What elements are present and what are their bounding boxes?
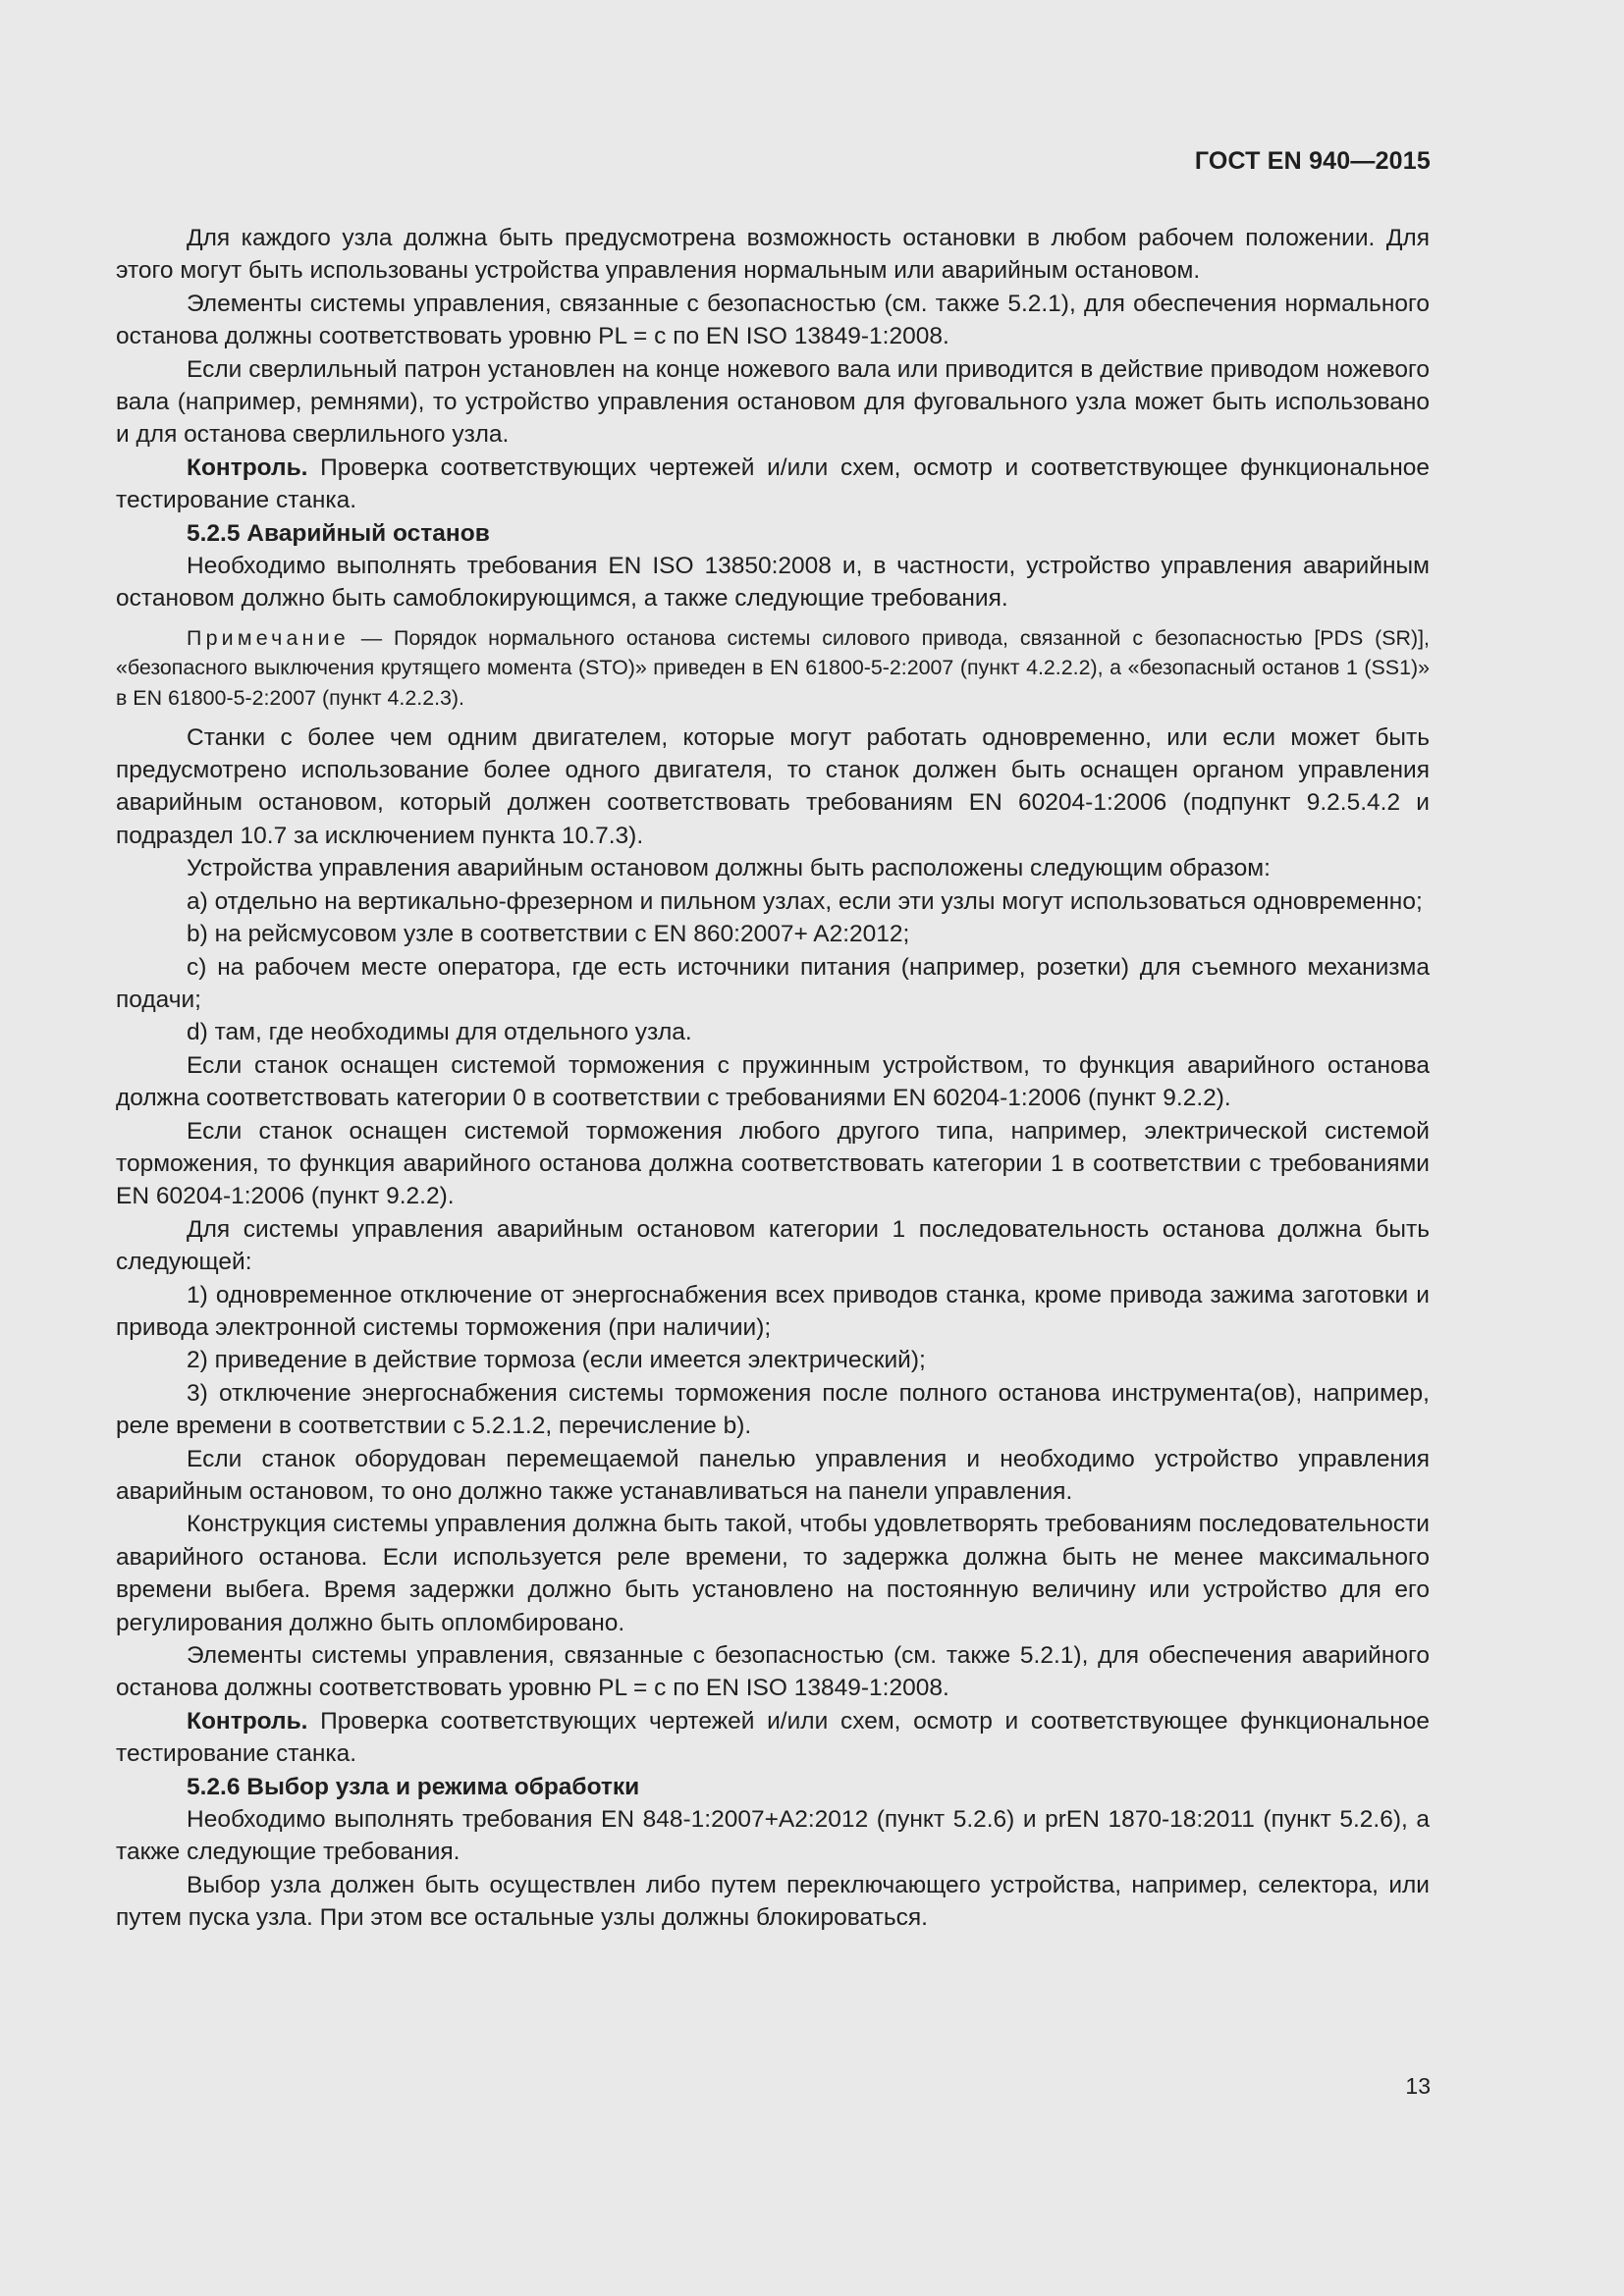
paragraph: Для системы управления аварийным остановом категории 1 последовательность останова должна быть следующей:	[116, 1215, 1430, 1276]
control-text: Проверка соответствующих чертежей и/или схем, осмотр и соответствующее функциональное тестирование станка.	[116, 1707, 1430, 1768]
list-item: 3) отключение энергоснабжения системы торможения после полного останова инструмента(ов), например, реле времени в соответствии с 5.2.1.2, перечисление b).	[116, 1379, 1430, 1440]
control-label: Контроль.	[187, 454, 308, 481]
paragraph: Устройства управления аварийным остановом должны быть расположены следующим образом:	[187, 855, 1271, 882]
document-body	[116, 222, 1430, 1935]
paragraph: Для каждого узла должна быть предусмотрена возможность остановки в любом рабочем положении. Для этого могут быть использованы устройства управления нормальным или аварийным остановом.	[116, 225, 1430, 285]
paragraph: Конструкция системы управления должна быть такой, чтобы удовлетворять требованиям последовательности аварийного останова. Если используется реле времени, то задержка должна быть не менее максимального времени выбега. Время задержки должно быть установлено на постоянную величину или устройство для его регулирования должно быть опломбировано.	[116, 1511, 1430, 1636]
note-label: Примечание	[187, 625, 350, 650]
paragraph: Если сверлильный патрон установлен на конце ножевого вала или приводится в действие приводом ножевого вала (например, ремнями), то устройство управления остановом для фуговального узла может быть использовано и для останова сверлильного узла.	[116, 355, 1430, 449]
list-item: d) там, где необходимы для отдельного узла.	[187, 1019, 692, 1046]
control-paragraph	[116, 1705, 1430, 1771]
control-label: Контроль.	[187, 1707, 308, 1735]
paragraph: Выбор узла должен быть осуществлен либо путем переключающего устройства, например, селектора, или путем пуска узла. При этом все остальные узлы должны блокироваться.	[116, 1871, 1430, 1932]
paragraph: Станки с более чем одним двигателем, которые могут работать одновременно, или если может быть предусмотрено использование более одного двигателя, то станок должен быть оснащен органом управления аварийным остановом, который должен соответствовать требованиям EN 60204-1:2006 (подпункт 9.2.5.4.2 и подраздел 10.7 за исключением пункта 10.7.3).	[116, 723, 1430, 849]
control-text: Проверка соответствующих чертежей и/или схем, осмотр и соответствующее функциональное тестирование станка.	[116, 454, 1430, 514]
paragraph: Если станок оборудован перемещаемой панелью управления и необходимо устройство управления аварийным остановом, то оно должно также устанавливаться на панели управления.	[116, 1445, 1430, 1505]
list-item: 1) одновременное отключение от энергоснабжения всех приводов станка, кроме привода зажима заготовки и привода электронной системы торможения (при наличии);	[116, 1281, 1430, 1341]
document-header-id: ГОСТ EN 940—2015	[1194, 147, 1431, 175]
paragraph: Элементы системы управления, связанные с безопасностью (см. также 5.2.1), для обеспечения аварийного останова должны соответствовать уровню PL = c по EN ISO 13849-1:2008.	[116, 1642, 1430, 1702]
note-paragraph	[116, 623, 1430, 714]
list-item: 2) приведение в действие тормоза (если имеется электрический);	[187, 1347, 926, 1374]
list-item: c) на рабочем месте оператора, где есть источники питания (например, розетки) для съемного механизма подачи;	[116, 953, 1430, 1013]
paragraph: Если станок оснащен системой торможения любого другого типа, например, электрической системой торможения, то функция аварийного останова должна соответствовать категории 1 в соответствии с требованиями EN 60204-1:2006 (пункт 9.2.2).	[116, 1117, 1430, 1210]
note-text: — Порядок нормального останова системы силового привода, связанной с безопасностью [PDS (SR)], «безопасного выключения крутящего момента (STO)» приведен в EN 61800-5-2:2007 (пункт 4.2.2.2), а «безопасный останов 1 (SS1)» в EN 61800-5-2:2007 (пункт 4.2.2.3).	[116, 625, 1430, 711]
page-number: 13	[1405, 2073, 1431, 2099]
list-item: a) отдельно на вертикально-фрезерном и пильном узлах, если эти узлы могут использоваться одновременно;	[187, 887, 1423, 915]
paragraph: Элементы системы управления, связанные с безопасностью (см. также 5.2.1), для обеспечения нормального останова должны соответствовать уровню PL = c по EN ISO 13849-1:2008.	[116, 290, 1430, 350]
list-item: b) на рейсмусовом узле в соответствии с EN 860:2007+ A2:2012;	[187, 921, 910, 948]
control-paragraph	[116, 452, 1430, 517]
paragraph: Если станок оснащен системой торможения с пружинным устройством, то функция аварийного останова должна соответствовать категории 0 в соответствии с требованиями EN 60204-1:2006 (пункт 9.2.2).	[116, 1051, 1430, 1112]
section-heading-5-2-6: 5.2.6 Выбор узла и режима обработки	[187, 1773, 640, 1800]
section-heading-5-2-5: 5.2.5 Аварийный останов	[187, 519, 490, 547]
paragraph: Необходимо выполнять требования EN ISO 13850:2008 и, в частности, устройство управления аварийным остановом должно быть самоблокирующимся, а также следующие требования.	[116, 553, 1430, 613]
paragraph: Необходимо выполнять требования EN 848-1:2007+A2:2012 (пункт 5.2.6) и prEN 1870-18:2011 (пункт 5.2.6), а также следующие требования.	[116, 1806, 1430, 1866]
